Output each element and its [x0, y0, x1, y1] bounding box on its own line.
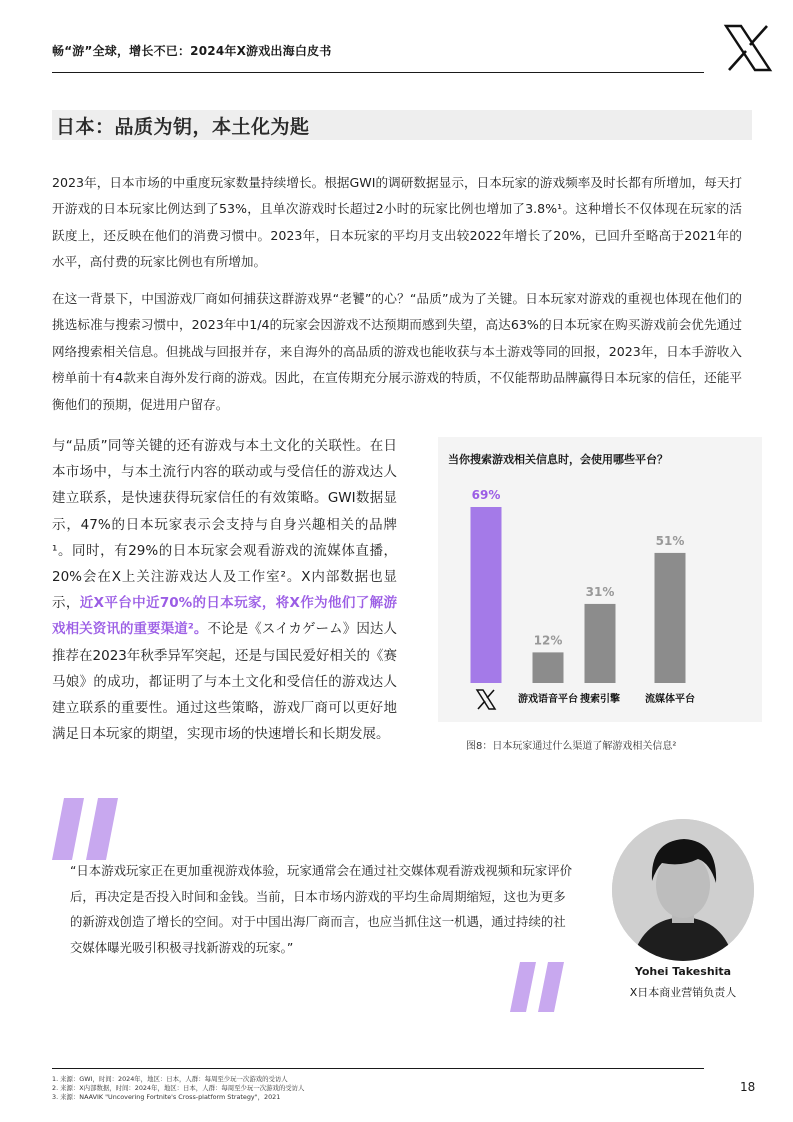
footnotes	[52, 1075, 304, 1102]
paragraph-localization-part-a: 与“品质”同等关键的还有游戏与本土文化的关联性。在日本市场中，与本土流行内容的联动或与受信任的游戏达人建立联系，是快速获得玩家信任的有效策略。GWI数据显示，47%的日本玩家表示会支持与自身兴趣相关的品牌¹。同时，有29%的日本玩家会观看游戏的流媒体直播，20%会在X上关注游戏达人及工作室²。X内部数据也显示，	[52, 438, 397, 612]
bar-chart	[438, 437, 762, 722]
figure-caption: 图8：日本玩家通过什么渠道了解游戏相关信息²	[466, 741, 677, 752]
quote-text: “日本游戏玩家正在更加重视游戏体验，玩家通常会在通过社交媒体观看游戏视频和玩家评价后，再决定是否投入时间和金钱。当前，日本市场内游戏的平均生命周期缩短，这也为更多的新游戏创造了增长的空间。对于中国出海厂商而言，也应当抓住这一机遇，通过持续的社交媒体曝光吸引积极寻找新游戏的玩家。”	[70, 863, 573, 955]
footnote-1: 1. 来源：GWI，时间：2024年，地区：日本，人群：每周至少玩一次游戏的受访人	[52, 1075, 288, 1083]
paragraph-localization	[52, 433, 397, 747]
quote-mark-open-icon	[48, 798, 128, 860]
speaker-name: Yohei Takeshita	[634, 965, 732, 978]
footnote-2: 2. 来源：X内部数据，时间：2024年，地区：日本，人群：每周至少玩一次游戏的受访人	[52, 1084, 305, 1092]
paragraph-localization-highlight: 近X平台中近70%的日本玩家，将X作为他们了解游戏相关资讯的重要渠道²。	[52, 595, 397, 638]
page-number: 18	[740, 1080, 756, 1094]
footnote-3: 3. 来源：NAAVIK "Uncovering Fortnite's Cross-platform Strategy"，2021	[52, 1093, 281, 1101]
speaker-role: X日本商业营销负责人	[629, 986, 737, 999]
bar-value-label-2: 12%	[533, 633, 563, 648]
chart-title: 当你搜索游戏相关信息时，会使用哪些平台？	[448, 453, 668, 466]
section-title-bar	[52, 110, 752, 140]
bar-4	[655, 553, 686, 683]
header-title: 畅“游”全球，增长不已：2024年X游戏出海白皮书	[52, 44, 332, 58]
bar-value-label-4: 51%	[655, 533, 685, 548]
section-title: 日本：品质为钥，本土化为匙	[56, 116, 310, 138]
bar-3	[585, 604, 616, 683]
bar-2	[533, 652, 564, 683]
paragraph-localization-part-b: 不论是《スイカゲーム》因达人推荐在2023年秋季异军突起，还是与国民爱好相关的《赛马娘》的成功，都证明了与本土文化和受信任的游戏达人建立联系的重要性。通过这些策略，游戏厂商可以更好地满足日本玩家的期望，实现市场的快速增长和长期发展。	[52, 621, 397, 743]
paragraph-quality: 在这一背景下，中国游戏厂商如何捕获这群游戏界“老饕”的心？“品质”成为了关键。日本玩家对游戏的重视也体现在他们的挑选标准与搜索习惯中，2023年中1/4的玩家会因游戏不达预期而感到失望，高达63%的日本玩家在购买游戏前会优先通过网络搜索相关信息。但挑战与回报并存，来自海外的高品质的游戏也能收获与本土游戏等同的回报，2023年，日本手游收入榜单前十有4款来自海外发行商的游戏。因此，在宣传期充分展示游戏的特质，不仅能帮助品牌赢得日本玩家的信任，还能平衡他们的预期，促进用户留存。	[52, 291, 742, 412]
category-label-4: 流媒体平台	[645, 694, 695, 705]
paragraph-market-growth: 2023年，日本市场的中重度玩家数量持续增长。根据GWI的调研数据显示，日本玩家的游戏频率及时长都有所增加，每天打开游戏的日本玩家比例达到了53%，且单次游戏时长超过2小时的玩家比例也增加了3.8%¹。这种增长不仅体现在玩家的活跃度上，还反映在他们的消费习惯中。2023年，日本玩家的平均月支出较2022年增长了20%，已回升至略高于2021年的水平，高付费的玩家比例也有所增加。	[52, 175, 742, 270]
category-label-3: 搜索引擎	[580, 694, 620, 705]
quote-mark-close-icon	[506, 962, 572, 1012]
bar-1	[471, 507, 502, 683]
header-divider	[52, 72, 704, 73]
x-logo-icon	[722, 22, 774, 74]
bar-value-label-3: 31%	[585, 584, 615, 599]
category-label-2: 游戏语音平台	[518, 694, 578, 705]
category-x-logo-icon	[477, 690, 495, 709]
bar-value-label-1: 69%	[471, 488, 501, 502]
speaker-avatar	[612, 819, 754, 961]
footer-divider	[52, 1068, 704, 1069]
